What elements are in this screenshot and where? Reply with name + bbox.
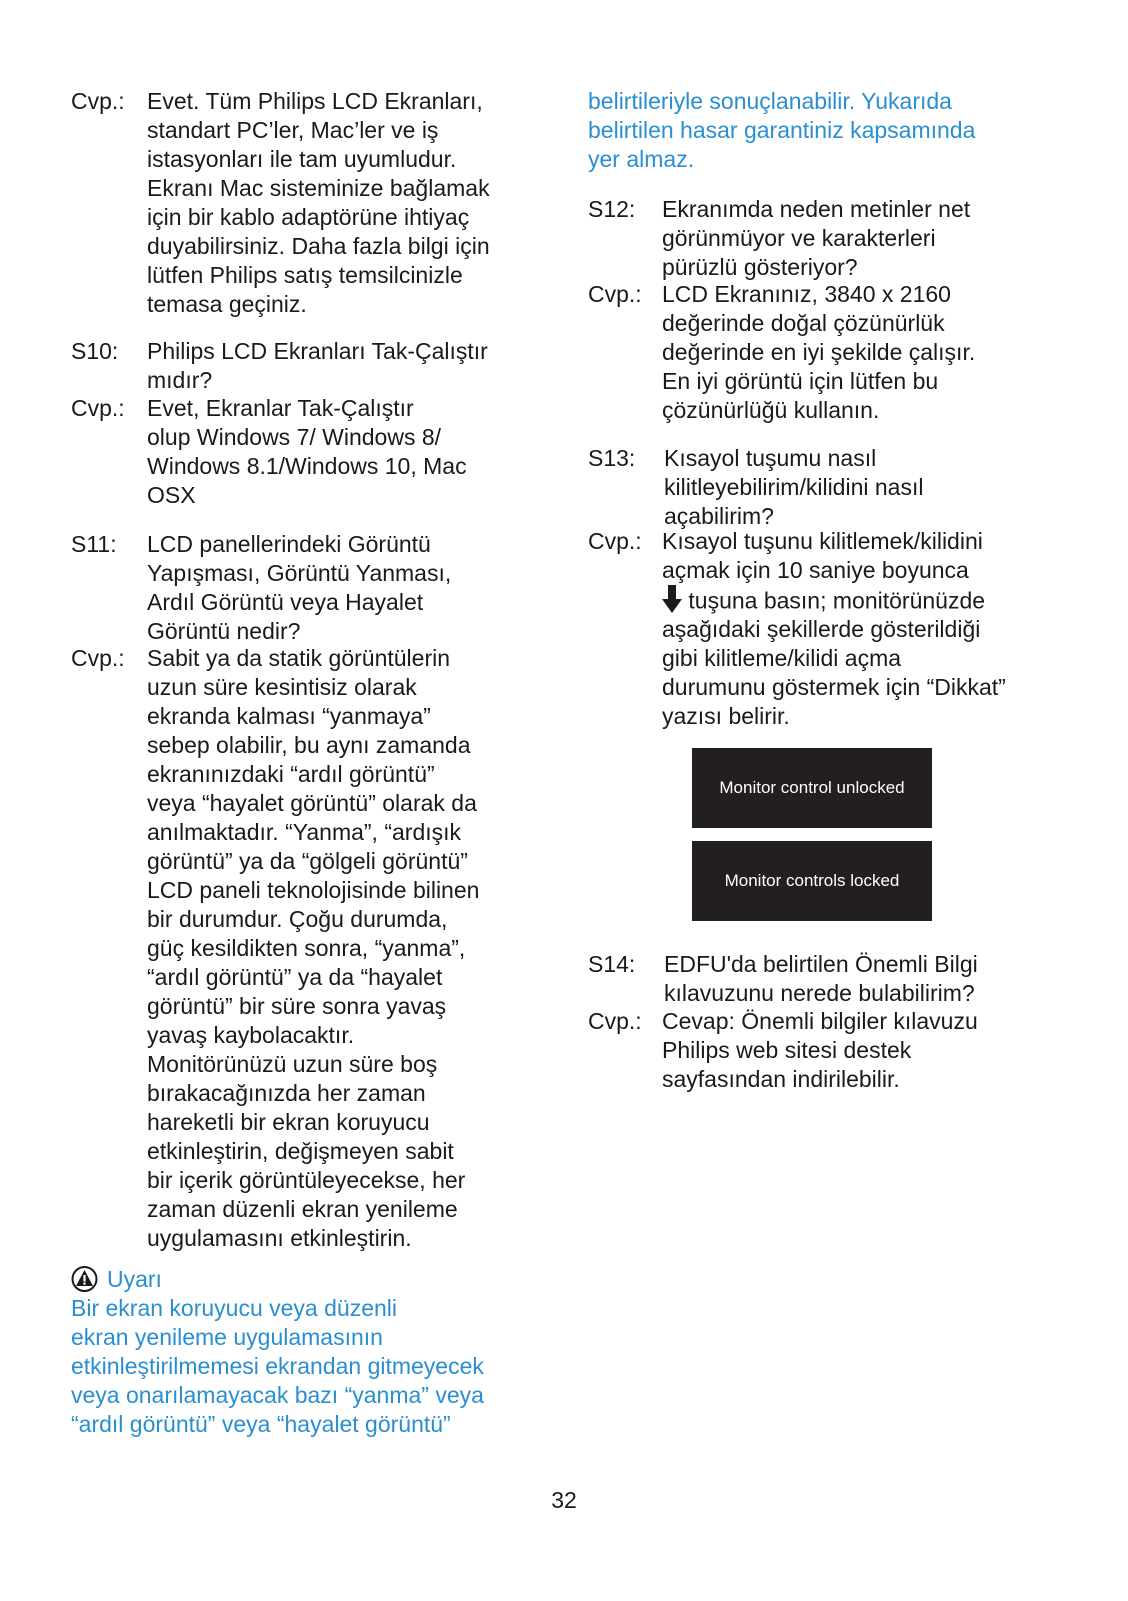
answer-s13-key-text: tuşuna basın; monitörünüzde — [682, 587, 986, 614]
answer-s13-part1: Kısayol tuşunu kilitlemek/kilidini açmak için 10 saniye boyunca — [662, 528, 983, 583]
question-s11: LCD panellerindeki Görüntü Yapışması, Görüntü Yanması, Ardıl Görüntü veya Hayalet Görüntü nedir? — [147, 531, 452, 644]
question-label-s13: S13: — [588, 445, 636, 471]
answer-label-s10: Cvp.: — [71, 395, 125, 421]
answer-label-s12: Cvp.: — [588, 281, 642, 307]
answer-text-mac: Evet. Tüm Philips LCD Ekranları, standart PC’ler, Mac’ler ve iş istasyonları ile tam uyumludur. Ekranı Mac sisteminize bağlamak için bir kablo adaptörüne ihtiyaç duyabilirsiniz. Daha fazla bilgi için lütfen Philips satış temsilcinizle temasa geçiniz. — [147, 88, 490, 317]
warning-continuation: belirtileriyle sonuçlanabilir. Yukarıda belirtilen hasar garantiniz kapsamında yer almaz. — [588, 88, 976, 172]
question-label-s12: S12: — [588, 196, 636, 222]
question-s14: EDFU'da belirtilen Önemli Bilgi kılavuzunu nerede bulabilirim? — [664, 951, 978, 1006]
answer-s11: Sabit ya da statik görüntülerin uzun süre kesintisiz olarak ekranda kalması “yanmaya” sebep olabilir, bu aynı zamanda ekranınızdaki “ardıl görüntü” veya “hayalet görüntü” olarak da anılmaktadır. “Yanma”, “ardışık görüntü” ya da “gölgeli görüntü” LCD paneli teknolojisinde bilinen bir durumdur. Çoğu durumda, güç kesildikten sonra, “yanma”, “ardıl görüntü” ya da “hayalet görüntü” bir süre sonra yavaş yavaş kaybolacaktır. Monitörünüzü uzun süre boş bırakacağınızda her zaman hareketli bir ekran koruyucu etkinleştirin, değişmeyen sabit bir içerik görüntüleyecekse, her zaman düzenli ekran yenileme uygulamasını etkinleştirin. — [147, 645, 480, 1251]
warning-icon — [71, 1266, 98, 1297]
answer-label-s13: Cvp.: — [588, 528, 642, 554]
answer-label: Cvp.: — [71, 88, 125, 114]
warning-title: Uyarı — [107, 1266, 162, 1292]
osd-unlocked-message: Monitor control unlocked — [692, 748, 932, 828]
answer-s10: Evet, Ekranlar Tak-Çalıştır olup Windows 7/ Windows 8/ Windows 8.1/Windows 10, Mac OSX — [147, 395, 467, 508]
question-label-s14: S14: — [588, 951, 636, 977]
question-label-s11: S11: — [71, 531, 117, 557]
question-s13: Kısayol tuşumu nasıl kilitleyebilirim/kilidini nasıl açabilirim? — [664, 445, 924, 529]
question-label-s10: S10: — [71, 338, 119, 364]
warning-text: Bir ekran koruyucu veya düzenli ekran yenileme uygulamasının etkinleştirilmemesi ekrandan gitmeyecek veya onarılamayacak bazı “yanma” veya “ardıl görüntü” veya “hayalet görüntü” — [71, 1295, 484, 1437]
question-s12: Ekranımda neden metinler net görünmüyor ve karakterleri pürüzlü gösteriyor? — [662, 196, 971, 280]
osd-locked-message: Monitor controls locked — [692, 841, 932, 921]
answer-label-s11: Cvp.: — [71, 645, 125, 671]
answer-label-s14: Cvp.: — [588, 1008, 642, 1034]
answer-s13-part3: aşağıdaki şekillerde gösterildiği gibi kilitleme/kilidi açma durumunu göstermek için “Dikkat” yazısı belirir. — [662, 616, 1006, 729]
answer-s14: Cevap: Önemli bilgiler kılavuzu Philips web sitesi destek sayfasından indirilebilir. — [662, 1008, 978, 1092]
page-number: 32 — [551, 1487, 577, 1513]
question-s10: Philips LCD Ekranları Tak-Çalıştır mıdır? — [147, 338, 488, 393]
answer-s12: LCD Ekranınız, 3840 x 2160 değerinde doğal çözünürlük değerinde en iyi şekilde çalışır. En iyi görüntü için lütfen bu çözünürlüğü kullanın. — [662, 281, 976, 423]
